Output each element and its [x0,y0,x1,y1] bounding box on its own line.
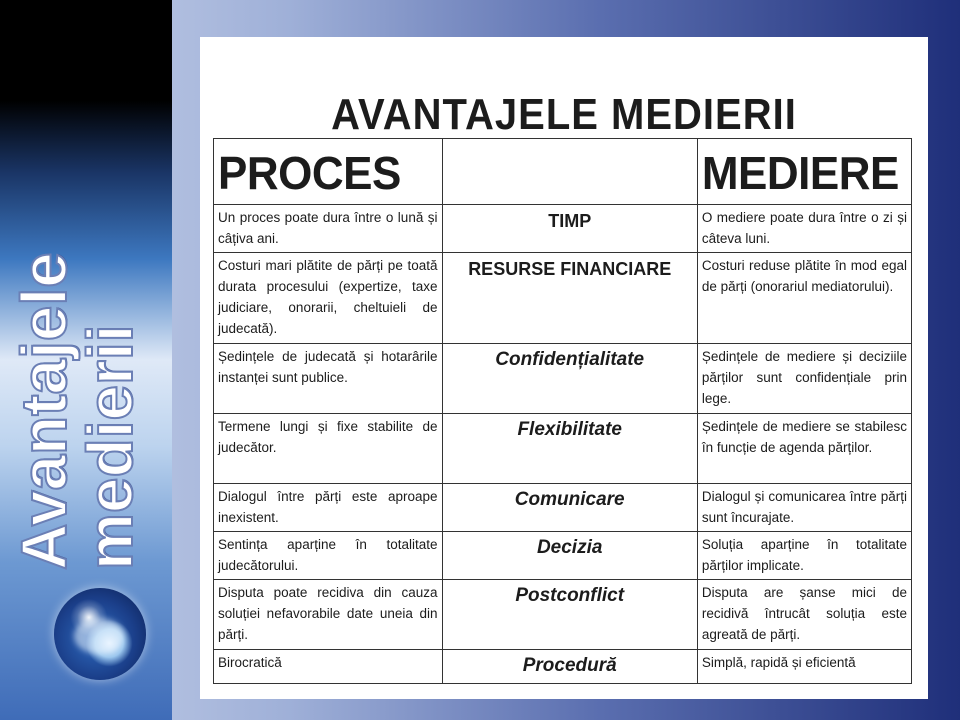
table-row [214,205,912,253]
criterion-cell: TIMP [442,205,697,253]
proces-cell: Disputa poate recidiva din cauza soluției nefavorabile date uneia din părți. [214,580,443,650]
criterion-cell: RESURSE FINANCIARE [442,253,697,344]
table-header-row [214,139,912,205]
mediere-cell: O mediere poate dura între o zi și câteva luni. [697,205,911,253]
comparison-table [213,138,912,684]
mediere-cell: Dialogul și comunicarea între părți sunt încurajate. [697,484,911,532]
mediere-cell: Ședințele de mediere se stabilesc în funcție de agenda părților. [697,414,911,484]
document-title: AVANTAJELE MEDIERII [331,91,797,139]
proces-cell: Birocratică [214,650,443,684]
proces-cell: Un proces poate dura între o lună și câțiva ani. [214,205,443,253]
proces-cell: Costuri mari plătite de părți pe toată durata procesului (expertize, taxe judiciare, onorarii, cheltuieli de judecată). [214,253,443,344]
vertical-title-line1: Avantajele [8,252,80,570]
globe-icon [54,588,146,680]
header-proces: PROCES [214,139,443,205]
table-row [214,344,912,414]
mediere-cell: Ședințele de mediere și deciziile părților sunt confidențiale prin lege. [697,344,911,414]
table-row [214,650,912,684]
header-middle [442,139,697,205]
document-image [200,37,928,699]
proces-cell: Sentința aparține în totalitate judecătorului. [214,532,443,580]
table-row [214,484,912,532]
header-mediere: MEDIERE [697,139,911,205]
table-row [214,414,912,484]
vertical-title-line2: medierii [74,324,146,570]
mediere-cell: Soluția aparține în totalitate părților implicate. [697,532,911,580]
criterion-cell: Postconflict [442,580,697,650]
criterion-cell: Flexibilitate [442,414,697,484]
mediere-cell: Costuri reduse plătite în mod egal de părți (onorariul mediatorului). [697,253,911,344]
proces-cell: Termene lungi și fixe stabilite de judecător. [214,414,443,484]
table-row [214,580,912,650]
criterion-cell: Procedură [442,650,697,684]
criterion-cell: Decizia [442,532,697,580]
proces-cell: Dialogul între părți este aproape inexistent. [214,484,443,532]
mediere-cell: Simplă, rapidă și eficientă [697,650,911,684]
mediere-cell: Disputa are șanse mici de recidivă întrucât soluția este agreată de părți. [697,580,911,650]
table-row [214,532,912,580]
proces-cell: Ședințele de judecată și hotarârile instanței sunt publice. [214,344,443,414]
criterion-cell: Comunicare [442,484,697,532]
table-row [214,253,912,344]
criterion-cell: Confidențialitate [442,344,697,414]
